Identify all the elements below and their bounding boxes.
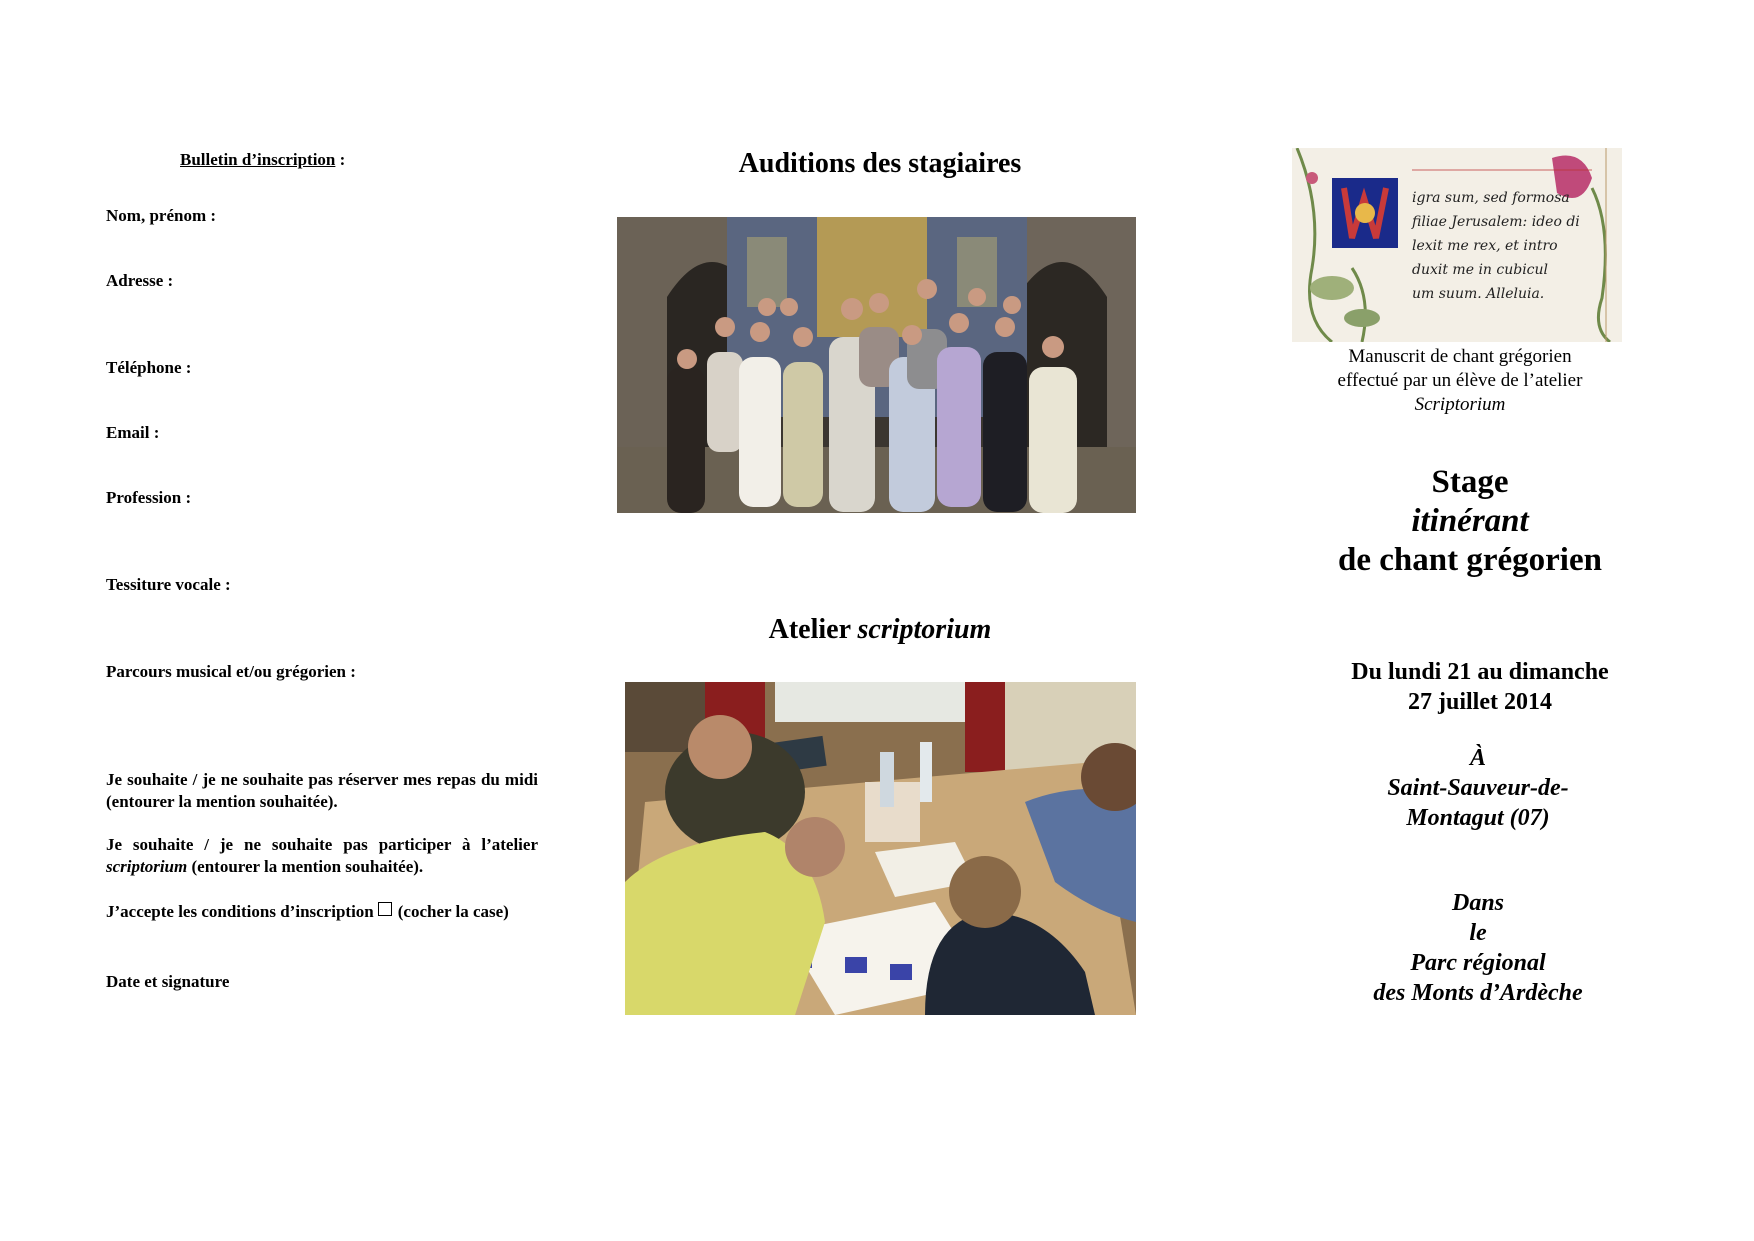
field-address-label: Adresse : (106, 271, 174, 290)
park-line: Parc régional (1410, 950, 1546, 976)
atelier-statement: Je souhaite / je ne souhaite pas participer à l’atelier scriptorium (entourer la mention souhaitée). (106, 835, 538, 876)
park-location (1298, 888, 1658, 1008)
atelier-photo (625, 682, 1136, 1015)
field-email-label: Email : (106, 423, 160, 442)
manuscript-line: igra sum, sed formosa (1412, 190, 1570, 206)
field-voice-label: Tessiture vocale : (106, 575, 231, 594)
date-signature-label: Date et signature (106, 972, 230, 991)
manuscript-line: duxit me in cubicul (1412, 262, 1549, 278)
park-line: Dans (1451, 890, 1505, 916)
auditions-title: Auditions des stagiaires (738, 148, 1022, 179)
stage-dates (1300, 657, 1660, 717)
meals-statement: Je souhaite / je ne souhaite pas réserver mes repas du midi (entourer la mention souhaitée). (106, 770, 538, 811)
conditions-statement: J’accepte les conditions d’inscription (cocher la case) (106, 902, 509, 921)
field-profession-label: Profession : (106, 488, 192, 507)
park-line: le (1469, 920, 1487, 946)
place-line: Saint-Sauveur-de- (1387, 775, 1569, 801)
stage-place (1298, 743, 1658, 833)
caption-line: Manuscrit de chant grégorien (1348, 346, 1572, 367)
place-line: Montagut (07) (1406, 805, 1550, 831)
manuscript-line: um suum. Alleluia. (1412, 286, 1545, 302)
stage-title-line: de chant grégorien (1338, 542, 1602, 578)
manuscript-line: lexit me rex, et intro (1412, 238, 1558, 254)
field-name-label: Nom, prénom : (106, 206, 217, 225)
park-line: des Monts d’Ardèche (1373, 980, 1583, 1006)
field-phone-label: Téléphone : (106, 358, 192, 377)
stage-title (1290, 463, 1650, 580)
manuscript-caption (1280, 345, 1640, 417)
manuscript-text (1412, 186, 1580, 306)
dates-line: 27 juillet 2014 (1408, 689, 1552, 715)
atelier-title: Atelier scriptorium (768, 614, 992, 645)
manuscript-image (1292, 148, 1622, 342)
stage-title-line: Stage (1431, 464, 1509, 500)
caption-emphasis: Scriptorium (1414, 394, 1506, 415)
place-line: À (1469, 745, 1486, 771)
caption-line: effectué par un élève de l’atelier (1337, 370, 1583, 391)
field-background-label: Parcours musical et/ou grégorien : (106, 662, 356, 681)
auditions-photo (617, 217, 1136, 513)
dates-line: Du lundi 21 au dimanche (1351, 659, 1609, 685)
form-title: Bulletin d’inscription : (180, 150, 346, 169)
manuscript-line: filiae Jerusalem: ideo di (1412, 214, 1580, 230)
stage-title-emphasis: itinérant (1411, 503, 1529, 539)
conditions-checkbox[interactable] (378, 902, 392, 916)
